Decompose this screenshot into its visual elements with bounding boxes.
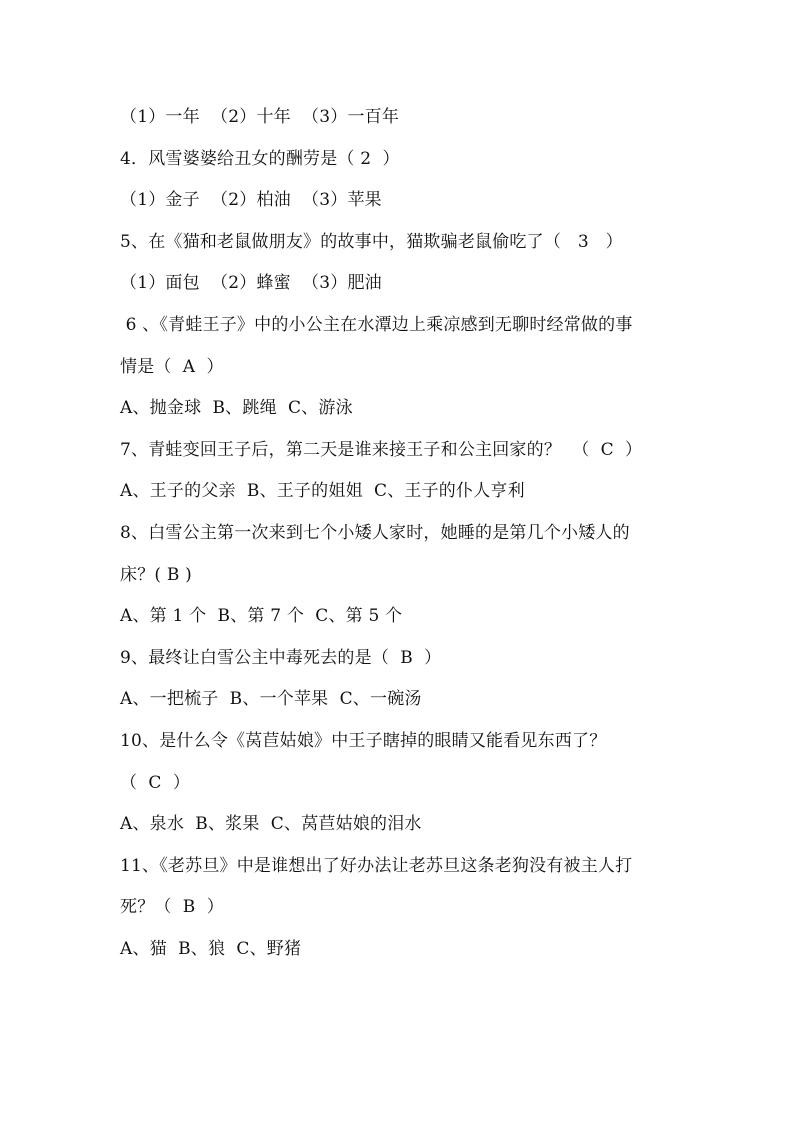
text-line: 4．风雪婆婆给丑女的酬劳是（ 2 ） bbox=[120, 149, 400, 169]
text-line: 床？( B ) bbox=[120, 565, 192, 585]
text-line: 6 、《青蛙王子》中的小公主在水潭边上乘凉感到无聊时经常做的事 bbox=[120, 315, 633, 335]
text-line: A、王子的父亲 B、王子的姐姐 C、王子的仆人亨利 bbox=[120, 481, 525, 501]
text-line: 5、在《猫和老鼠做朋友》的故事中，猫欺骗老鼠偷吃了（ 3 ） bbox=[120, 232, 623, 252]
text-line: A、抛金球 B、跳绳 C、游泳 bbox=[120, 398, 353, 418]
text-line: （ C ） bbox=[120, 773, 191, 793]
text-line: 情是（ A ） bbox=[120, 357, 224, 377]
text-line: 10、是什么令《莴苣姑娘》中王子瞎掉的眼睛又能看见东西了？ bbox=[120, 731, 607, 751]
text-line: （1）金子 （2）柏油 （3）苹果 bbox=[120, 190, 382, 210]
text-line: 8、白雪公主第一次来到七个小矮人家时，她睡的是第几个小矮人的 bbox=[120, 523, 630, 543]
text-line: A、第 1 个 B、第 7 个 C、第 5 个 bbox=[120, 606, 403, 626]
text-line: A、猫 B、狼 C、野猪 bbox=[120, 939, 302, 959]
text-line: （1）面包 （2）蜂蜜 （3）肥油 bbox=[120, 273, 382, 293]
text-line: 11、《老苏旦》中是谁想出了好办法让老苏旦这条老狗没有被主人打 bbox=[120, 856, 633, 876]
text-line: （1）一年 （2）十年 （3）一百年 bbox=[120, 107, 400, 127]
text-line: 死？（ B ） bbox=[120, 897, 224, 917]
text-line: 7、青蛙变回王子后，第二天是谁来接王子和公主回家的？ （ C ） bbox=[120, 440, 643, 460]
text-line: A、一把梳子 B、一个苹果 C、一碗汤 bbox=[120, 689, 422, 709]
text-line: 9、最终让白雪公主中毒死去的是（ B ） bbox=[120, 648, 442, 668]
text-line: A、泉水 B、浆果 C、莴苣姑娘的泪水 bbox=[120, 814, 422, 834]
